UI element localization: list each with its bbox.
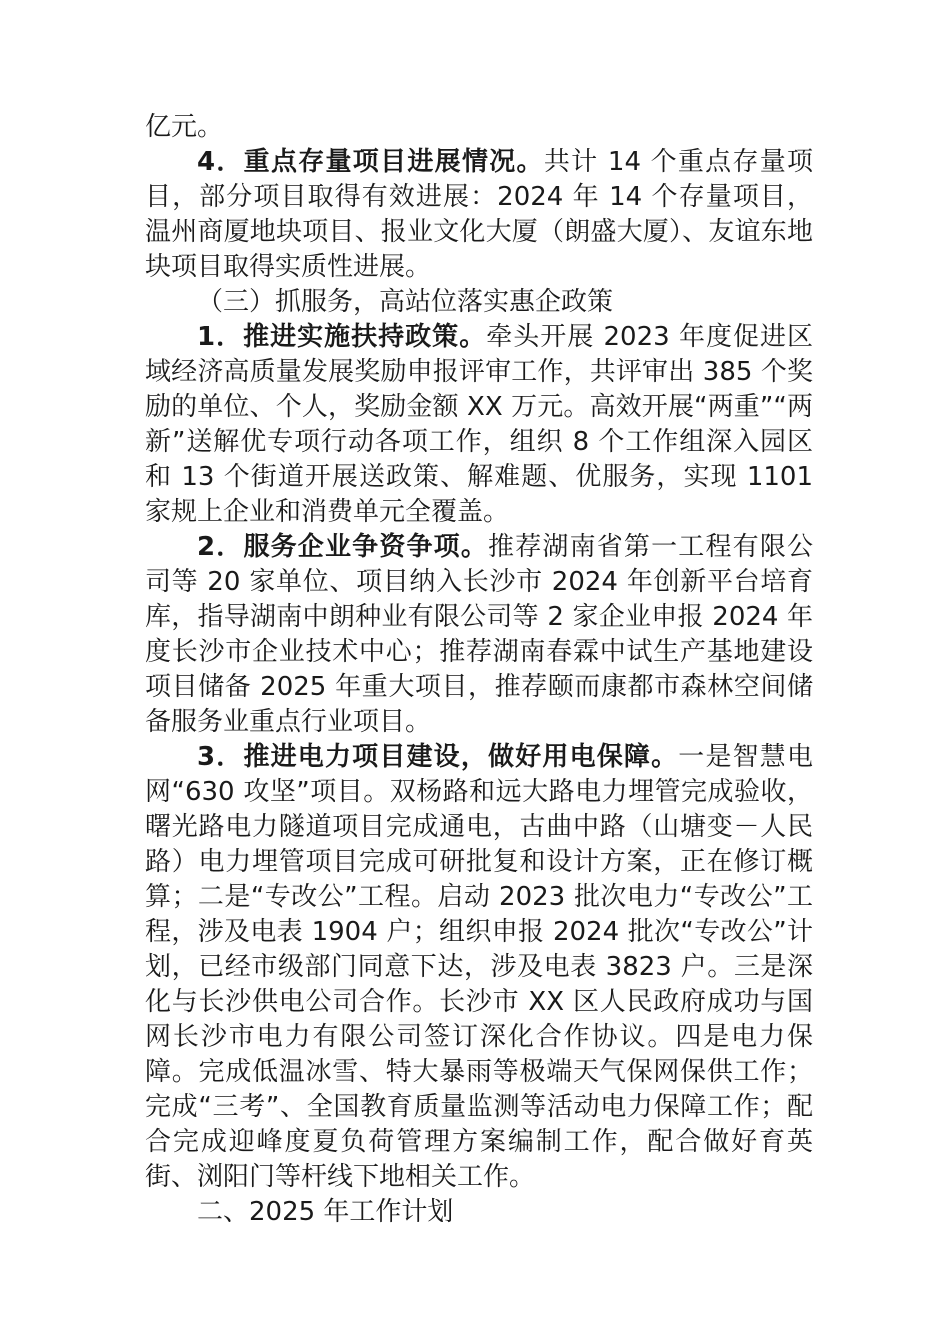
paragraph-text: 牵头开展 2023 年度促进区域经济高质量发展奖励申报评审工作，共评审出 385 个奖励的单位、个人，奖励金额 XX 万元。高效开展“两重”“两新”送解优专项行动各项工作，组织 8 个工作组深入园区和 13 个街道开展送政策、解难题、优服务，实现 1101 家规上企业和消费单元全覆盖。 [145, 322, 813, 527]
paragraph-text: 共计 14 个重点存量项目，部分项目取得有效进展：2024 年 14 个存量项目，温州商厦地块项目、报业文化大厦（朗盛大厦）、友谊东地块项目取得实质性进展。 [145, 147, 813, 282]
paragraph-support-policy [145, 320, 813, 530]
paragraph-lead: 4．重点存量项目进展情况。 [197, 147, 544, 177]
paragraph-text: 亿元。 [145, 112, 224, 142]
paragraph-enterprise-funding [145, 530, 813, 740]
paragraph-stock-projects [145, 145, 813, 285]
paragraph-lead: 3．推进电力项目建设，做好用电保障。 [197, 742, 679, 772]
section-heading-services [145, 285, 813, 320]
heading-text: （三）抓服务，高站位落实惠企政策 [197, 287, 614, 317]
paragraph-text: 推荐湖南省第一工程有限公司等 20 家单位、项目纳入长沙市 2024 年创新平台培育库，指导湖南中朗种业有限公司等 2 家企业申报 2024 年度长沙市企业技术中心；推荐湖南春霖中试生产基地建设项目储备 2025 年重大项目，推荐颐而康都市森林空间储备服务业重点行业项目。 [145, 532, 813, 737]
heading-text: 二、2025 年工作计划 [197, 1197, 454, 1227]
paragraph-lead: 1．推进实施扶持政策。 [197, 322, 487, 352]
document-page [145, 110, 813, 1230]
paragraph-text: 一是智慧电网“630 攻坚”项目。双杨路和远大路电力埋管完成验收，曙光路电力隧道项目完成通电，古曲中路（山塘变－人民路）电力埋管项目完成可研批复和设计方案，正在修订概算；二是“专改公”工程。启动 2023 批次电力“专改公”工程，涉及电表 1904 户；组织申报 2024 批次“专改公”计划，已经市级部门同意下达，涉及电表 3823 户。三是深化与长沙供电公司合作。长沙市 XX 区人民政府成功与国网长沙市电力有限公司签订深化合作协议。四是电力保障。完成低温冰雪、特大暴雨等极端天气保网保供工作；完成“三考”、全国教育质量监测等活动电力保障工作；配合完成迎峰度夏负荷管理方案编制工作，配合做好育英街、浏阳门等杆线下地相关工作。 [145, 742, 813, 1192]
section-heading-plan-2025 [145, 1195, 813, 1230]
paragraph-power-projects [145, 740, 813, 1195]
paragraph-lead: 2．服务企业争资争项。 [197, 532, 489, 562]
paragraph-continuation [145, 110, 813, 145]
